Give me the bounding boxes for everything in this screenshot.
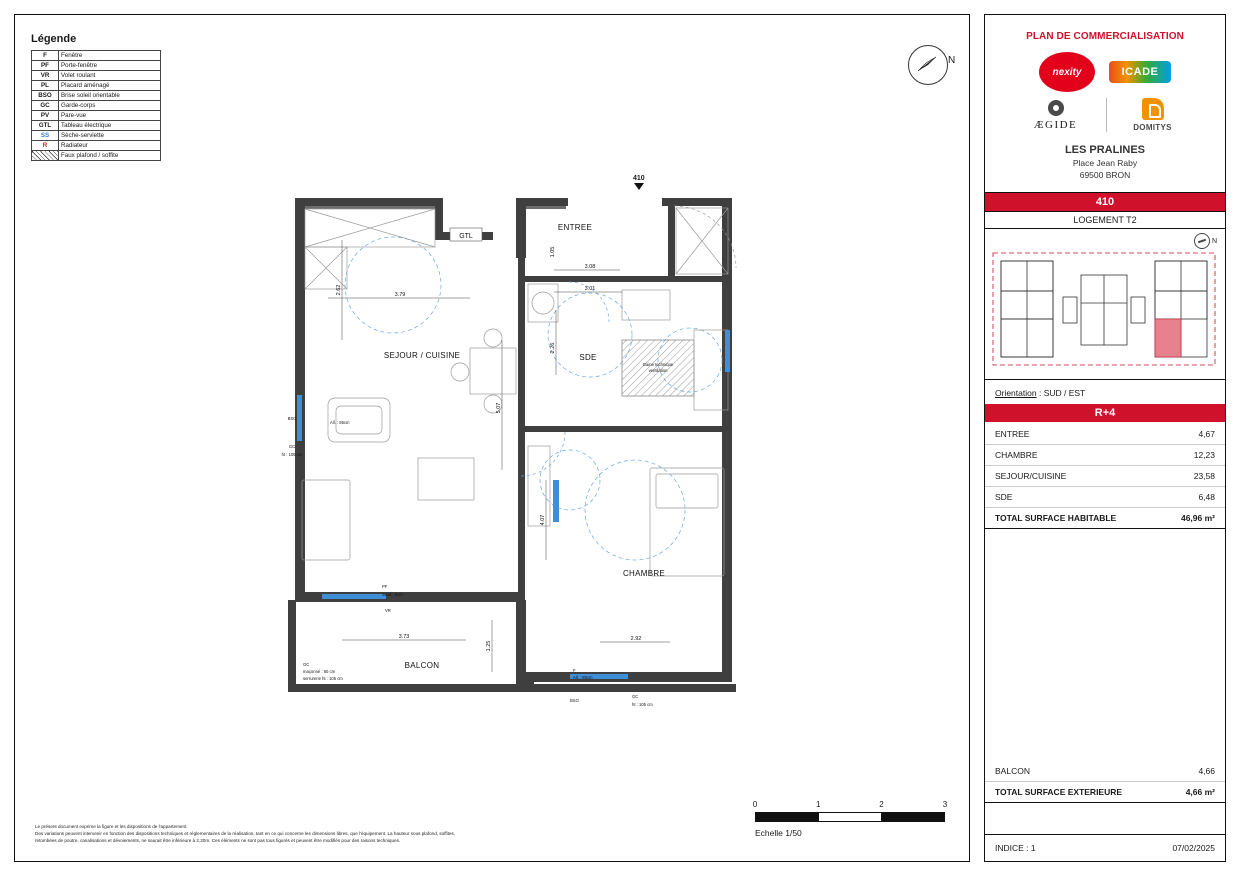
unit-number-banner: 410	[985, 193, 1225, 211]
room-label-sejour: SEJOUR / CUISINE	[383, 351, 461, 360]
area-row	[985, 466, 1225, 487]
key-plan-compass-icon	[1194, 233, 1210, 249]
svg-text:1.05: 1.05	[550, 246, 556, 258]
area-value: 23,58	[1159, 466, 1225, 487]
key-plan-north-label: N	[1211, 237, 1217, 245]
total-exterior-label: TOTAL SURFACE EXTERIEURE	[985, 782, 1165, 803]
svg-text:5.07: 5.07	[496, 402, 502, 414]
svg-text:2.62: 2.62	[336, 284, 342, 296]
pf-label: PF	[382, 584, 388, 589]
exterior-row	[985, 761, 1225, 782]
room-label-balcon: BALCON	[404, 661, 440, 670]
legend-row	[32, 111, 161, 121]
allege-left-label: All. : 85cm	[330, 420, 350, 425]
legend-row	[32, 91, 161, 101]
legend-row	[32, 81, 161, 91]
gtl-label: GTL	[459, 233, 473, 240]
info-panel	[984, 14, 1226, 862]
svg-text:3.79: 3.79	[394, 292, 406, 298]
orientation-row	[985, 380, 1225, 404]
total-exterior-row	[985, 782, 1225, 803]
room-label-chambre: CHAMBRE	[622, 569, 666, 578]
area-value: 4,67	[1159, 424, 1225, 445]
logo-block	[985, 52, 1225, 132]
indice-text: INDICE : 1	[995, 843, 1036, 853]
aegide-mark-icon	[1048, 100, 1064, 116]
gc-left-label: GC	[288, 444, 296, 449]
exterior-table	[985, 761, 1225, 803]
scale-segment	[881, 813, 944, 821]
logo-row-bottom	[985, 98, 1225, 132]
scale-bar-graphic	[755, 812, 945, 822]
compass-north-label: N	[948, 55, 956, 66]
legend-table	[31, 50, 161, 161]
svg-text:1.25: 1.25	[486, 640, 492, 652]
key-plan-compass	[1194, 233, 1217, 249]
room-label-entree: ENTREE	[557, 223, 593, 232]
drawing-panel	[14, 14, 970, 862]
bso-bottom-label: BSO	[570, 698, 579, 703]
panel-title: PLAN DE COMMERCIALISATION	[1026, 31, 1184, 42]
f-label: F	[573, 668, 576, 673]
gc-balcon-label: GC	[303, 662, 310, 667]
date-text: 07/02/2025	[1172, 843, 1215, 853]
legend-key: F	[32, 51, 59, 61]
scale-tick: 2	[879, 800, 884, 809]
project-city: 69500 BRON	[1079, 170, 1131, 180]
legend-row	[32, 151, 161, 161]
dimension-lines	[328, 240, 670, 672]
scale-segment	[819, 813, 882, 821]
key-plan-svg	[985, 247, 1223, 375]
allege-bottom-label: All. : 85cm	[573, 675, 593, 680]
svg-text:2.26: 2.26	[550, 342, 556, 354]
unit-type-banner: LOGEMENT T2	[985, 211, 1225, 229]
room-label-sde: SDE	[579, 353, 597, 362]
scale-tick: 3	[942, 800, 948, 809]
area-label: SDE	[985, 487, 1159, 508]
exterior-value: 4,66	[1165, 761, 1225, 782]
legend-key: SS	[32, 131, 59, 141]
legend-key: BSO	[32, 91, 59, 101]
legend-key: VR	[32, 71, 59, 81]
legend-label: Placard aménagé	[59, 81, 161, 91]
level-banner: R+4	[985, 404, 1225, 422]
seuil-label: Seuil : 0cm	[382, 592, 403, 597]
dimension-texts	[336, 247, 641, 652]
svg-text:ventilation: ventilation	[648, 368, 668, 373]
north-compass	[908, 45, 954, 91]
area-row	[985, 445, 1225, 466]
orientation-label: Orientation	[995, 388, 1037, 398]
highlighted-unit	[1155, 319, 1181, 357]
legend-row	[32, 131, 161, 141]
bso-left-label: BSO	[287, 416, 297, 421]
legend-label: Tableau électrique	[59, 121, 161, 131]
nexity-logo: nexity	[1039, 52, 1095, 92]
total-exterior-value: 4,66 m²	[1165, 782, 1225, 803]
icade-logo: ICADE	[1109, 61, 1171, 83]
gc-left-height: ht : 105 cm	[281, 452, 303, 457]
legend-key-hatch	[32, 151, 59, 161]
panel-footer	[985, 834, 1225, 861]
disclaimer-line-3: retombées de poutre, canalisations et dévoiements, ne saurait être inférieure à 2,20m. Ces éléments ne sont pas tous figurés et peuvent être modifiés pour des raisons techniques.	[35, 838, 401, 844]
legend-key: PF	[32, 61, 59, 71]
area-value: 6,48	[1159, 487, 1225, 508]
scale-ticks	[752, 800, 948, 812]
exterior-label: BALCON	[985, 761, 1165, 782]
gc-balcon-masonry: maçonné : 50 cm	[303, 669, 336, 674]
area-value: 12,23	[1159, 445, 1225, 466]
legend-label: Radiateur	[59, 141, 161, 151]
domitys-mark-icon	[1142, 98, 1164, 120]
legend-label: Garde-corps	[59, 101, 161, 111]
scale-tick: 1	[816, 800, 821, 809]
legend-row	[32, 141, 161, 151]
key-plan	[985, 229, 1225, 380]
area-label: ENTREE	[985, 424, 1159, 445]
legend-row	[32, 121, 161, 131]
legend-key: PL	[32, 81, 59, 91]
domitys-wordmark: DOMITYS	[1133, 123, 1172, 132]
project-street: Place Jean Raby	[1072, 158, 1138, 168]
svg-text:3.01: 3.01	[584, 286, 596, 292]
legend-title: Légende	[31, 33, 77, 45]
orientation-value: : SUD / EST	[1038, 388, 1086, 398]
scale-tick: 0	[752, 800, 758, 809]
project-address	[985, 144, 1225, 180]
legend-row	[32, 61, 161, 71]
svg-text:2.92: 2.92	[630, 636, 642, 642]
legend-label: Volet roulant	[59, 71, 161, 81]
legend-row	[32, 51, 161, 61]
ceiling-circles	[345, 237, 722, 560]
svg-text:Gaine technique: Gaine technique	[642, 362, 674, 367]
disclaimer	[35, 823, 655, 844]
disclaimer-line-2: Des variations peuvent intervenir en fonction des dispositions techniques et réglementaires de la réalisation, tant en ce qui concerne les dimensions libres, que l'équipement. La hauteur sous plafond, soffites,	[35, 831, 456, 837]
scale-segment	[756, 813, 819, 821]
aegide-wordmark: ÆGIDE	[1033, 118, 1078, 131]
gc-right-label: GC	[632, 694, 639, 699]
area-row	[985, 487, 1225, 508]
legend-key: PV	[32, 111, 59, 121]
gc-balcon-metal: serrurerie ht : 105 cm	[303, 676, 343, 681]
gc-right-height: ht : 105 cm	[632, 702, 653, 707]
legend-label: Sèche-serviette	[59, 131, 161, 141]
exterior-block	[985, 759, 1225, 803]
svg-text:3.73: 3.73	[398, 634, 410, 640]
legend-row	[32, 71, 161, 81]
floor-plan	[270, 180, 770, 720]
unit-number-text: 410	[633, 175, 645, 182]
legend-key: R	[32, 141, 59, 151]
project-name: LES PRALINES	[1064, 144, 1146, 156]
aegide-logo	[1020, 100, 1092, 131]
legend-label: Pare-vue	[59, 111, 161, 121]
total-habitable-label: TOTAL SURFACE HABITABLE	[985, 508, 1159, 529]
legend-label: Faux plafond / soffite	[59, 151, 161, 161]
vr-label: VR	[385, 608, 391, 613]
svg-text:3.08: 3.08	[584, 264, 596, 270]
legend-row	[32, 101, 161, 111]
area-label: CHAMBRE	[985, 445, 1159, 466]
domitys-logo	[1106, 98, 1191, 132]
disclaimer-line-1: Le présent document exprime la figure et les dispositions de l'appartement.	[35, 824, 188, 829]
logo-row-top	[985, 52, 1225, 92]
total-habitable-value: 46,96 m²	[1159, 508, 1225, 529]
legend-label: Porte-fenêtre	[59, 61, 161, 71]
legend-label: Fenêtre	[59, 51, 161, 61]
scale-caption: Echelle 1/50	[755, 828, 802, 838]
legend-key: GC	[32, 101, 59, 111]
legend	[31, 33, 171, 161]
svg-text:4.07: 4.07	[540, 514, 546, 526]
total-habitable-row	[985, 508, 1225, 529]
compass-needle-icon	[914, 51, 940, 77]
area-label: SEJOUR/CUISINE	[985, 466, 1159, 487]
shower-block	[622, 330, 728, 410]
floor-plan-svg	[270, 180, 770, 720]
walls	[288, 198, 732, 692]
legend-key: GTL	[32, 121, 59, 131]
scale-bar	[752, 800, 948, 838]
areas-table	[985, 424, 1225, 529]
area-row	[985, 424, 1225, 445]
legend-label: Brise soleil orientable	[59, 91, 161, 101]
